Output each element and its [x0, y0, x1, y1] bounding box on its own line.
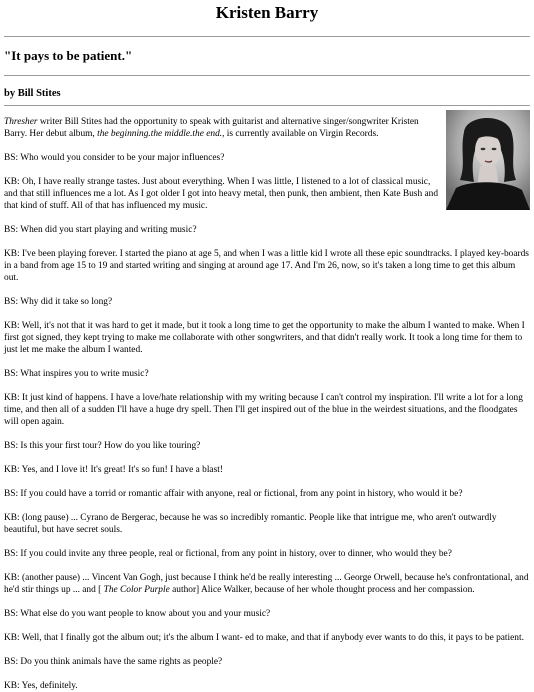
article-byline: by Bill Stites — [4, 88, 61, 99]
qa-text: KB: (another pause) ... Vincent Van Gogh, just because I think he'd be really interesting ... George Orwell, because he's confrontational, and he'd stir things up ... and [ — [4, 573, 529, 595]
qa-paragraph: KB: Yes, definitely. — [4, 681, 78, 691]
qa-paragraph: KB: Well, it's not that it was hard to get it made, but it took a long time to get the opportunity to make the album I wanted to make. When I first got signed, they kept trying to make me collaborate with other songwriters, and that didn't really work. It took a long time for them to just let me make the album I wanted. — [4, 321, 525, 355]
qa-paragraph: BS: Do you think animals have the same rights as people? — [4, 657, 223, 667]
qa-paragraph: KB: Well, that I finally got the album out; it's the album I want- ed to make, and that if anybody ever wants to do this, it pays to be patient. — [4, 633, 524, 643]
qa-paragraph: BS: Why did it take so long? — [4, 297, 113, 307]
divider-headline — [4, 75, 530, 76]
qa-paragraph: BS: Who would you consider to be your major influences? — [4, 153, 225, 163]
album-title: the beginning.the middle.the end. — [97, 129, 223, 139]
page — [0, 2, 534, 691]
page-title: Kristen Barry — [215, 3, 319, 22]
divider-top — [4, 36, 530, 37]
intro-text-2: , is currently available on Virgin Records. — [222, 129, 379, 139]
qa-paragraph: KB: (long pause) ... Cyrano de Bergerac, because he was so incredibly romantic. People like that intrigue me, who aren't outwardly beautiful, but have secret souls. — [4, 513, 497, 535]
qa-paragraph: KB: I've been playing forever. I started the piano at age 5, and when I was a little kid I wrote all these epic soundtracks. I played key-boards in a band from age 15 to 19 and started writing and singing at around age 17. And I'm 26, now, so it's taken a long time to get this album out. — [4, 249, 529, 283]
divider-byline — [4, 105, 530, 106]
artist-photo — [446, 110, 530, 210]
qa-paragraph: BS: When did you start playing and writing music? — [4, 225, 197, 235]
qa-paragraph — [4, 572, 530, 596]
qa-paragraph: BS: If you could invite any three people, real or fictional, from any point in history, over to dinner, who would they be? — [4, 549, 452, 559]
qa-paragraph: KB: It just kind of happens. I have a love/hate relationship with my writing because I can't control my inspiration. I'll write a lot for a long time, and then all of a sudden I'll have a huge dry spell. Then I'll get inspired out of the blue in the weirdest situations, and the floodgates will open again. — [4, 393, 523, 427]
qa-paragraph: KB: Oh, I have really strange tastes. Just about everything. When I was little, I listened to a lot of classical music, and that still influences me a lot. As I got older I got into heavy metal, then punk, then ambient, then Kate Bush and that kind of stuff. All of that has influenced my music. — [4, 177, 439, 211]
artist-photo-image — [446, 110, 530, 210]
qa-paragraph: BS: If you could have a torrid or romantic affair with anyone, real or fictional, from any point in history, who would it be? — [4, 489, 463, 499]
intro-text-1: writer Bill Stites had the opportunity to speak with guitarist and alternative singer/songwriter Kristen Barry. Her debut album, — [4, 117, 419, 139]
book-title: The Color Purple — [103, 585, 170, 595]
qa-text: author] Alice Walker, because of her whole thought process and her compassion. — [169, 585, 475, 595]
qa-paragraph: BS: Is this your first tour? How do you like touring? — [4, 441, 201, 451]
publication-name: Thresher — [4, 117, 38, 127]
article-headline: "It pays to be patient." — [4, 48, 133, 63]
qa-paragraph: BS: What else do you want people to know about you and your music? — [4, 609, 271, 619]
qa-paragraph: KB: Yes, and I love it! It's great! It's so fun! I have a blast! — [4, 465, 223, 475]
qa-paragraph: BS: What inspires you to write music? — [4, 369, 149, 379]
